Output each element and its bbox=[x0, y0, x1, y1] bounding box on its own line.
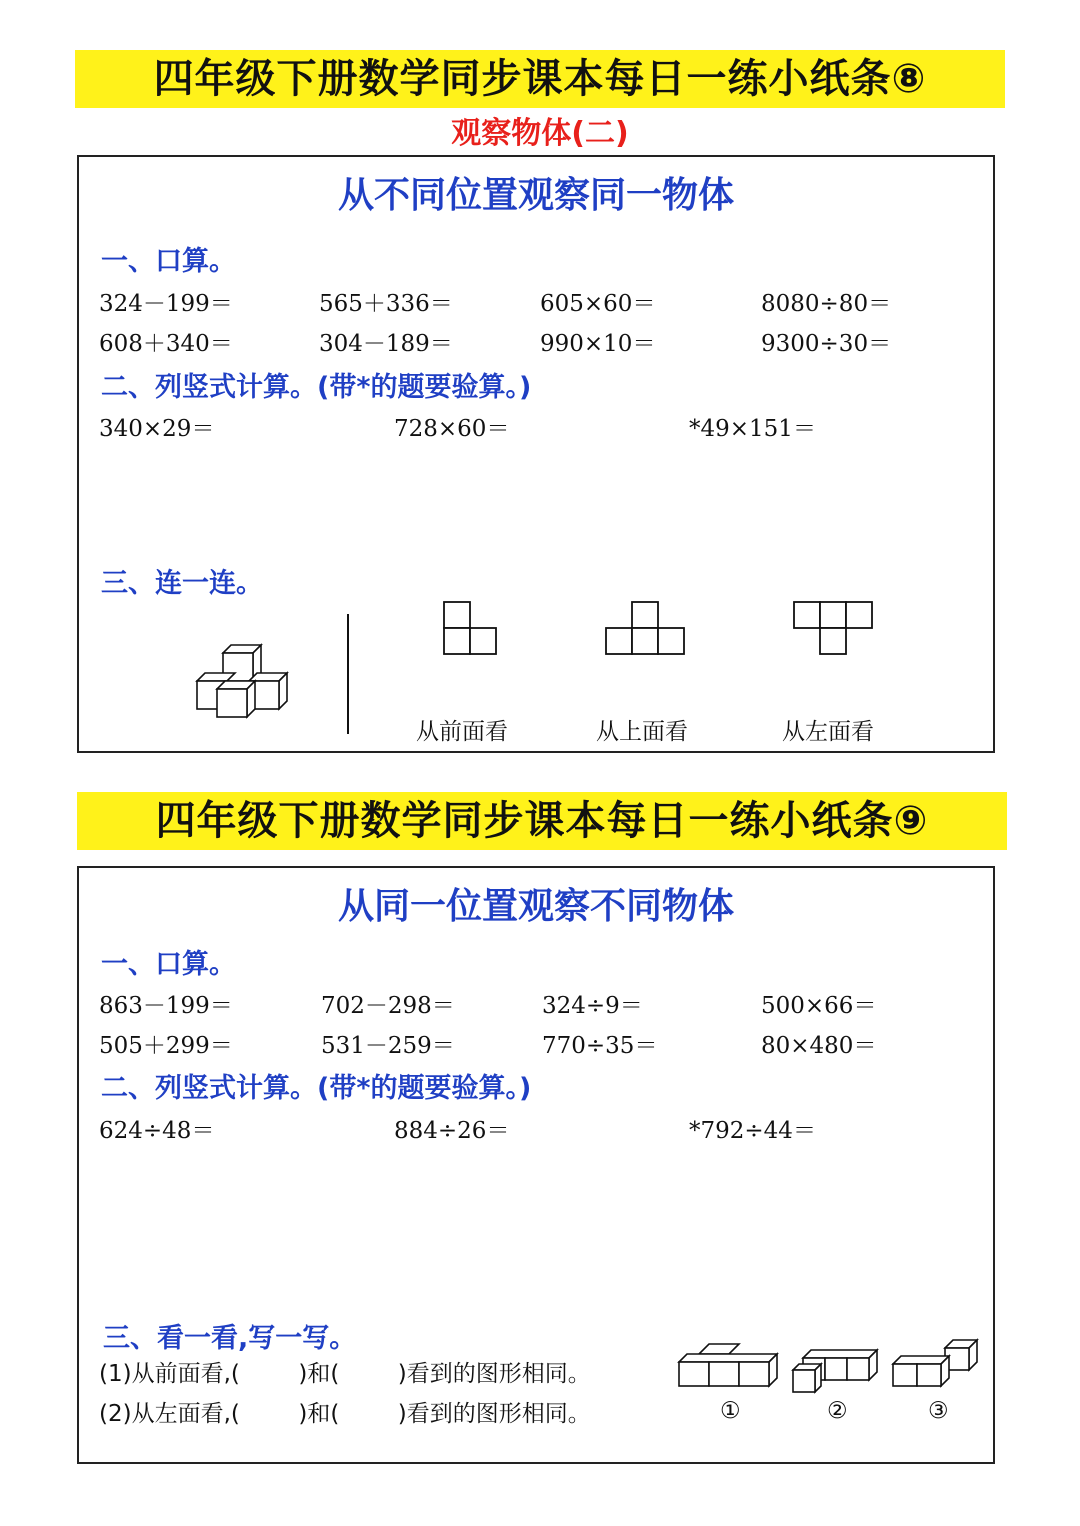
sheet8-section-vertical: 二、列竖式计算。(带*的题要验算。) bbox=[101, 372, 532, 403]
sheet8-subtitle: 观察物体(二) bbox=[451, 116, 629, 151]
sheet9-section-vertical: 二、列竖式计算。(带*的题要验算。) bbox=[101, 1073, 532, 1104]
figure-label-1: ① bbox=[720, 1398, 741, 1424]
sheet8-card bbox=[77, 155, 995, 753]
oral-item: 608＋340＝ bbox=[99, 331, 233, 357]
vertical-item: 624÷48＝ bbox=[99, 1118, 215, 1144]
sheet9-banner: 四年级下册数学同步课本每日一练小纸条⑨ bbox=[77, 792, 1007, 850]
oral-item: 863－199＝ bbox=[99, 993, 233, 1019]
sheet9-card bbox=[77, 866, 995, 1464]
question-2: (2)从左面看,( )和( )看到的图形相同。 bbox=[99, 1401, 591, 1427]
oral-item: 500×66＝ bbox=[761, 993, 877, 1019]
question-1: (1)从前面看,( )和( )看到的图形相同。 bbox=[99, 1361, 591, 1387]
view-label-front: 从前面看 bbox=[416, 719, 508, 745]
oral-item: 505＋299＝ bbox=[99, 1033, 233, 1059]
vertical-item: 728×60＝ bbox=[394, 416, 510, 442]
divider-line bbox=[345, 612, 351, 737]
sheet9-title: 从同一位置观察不同物体 bbox=[337, 886, 734, 927]
oral-item: 324－199＝ bbox=[99, 291, 233, 317]
figure-label-2: ② bbox=[827, 1398, 848, 1424]
view-label-left: 从左面看 bbox=[782, 719, 874, 745]
oral-item: 990×10＝ bbox=[540, 331, 656, 357]
figure-label-3: ③ bbox=[928, 1398, 949, 1424]
sheet8-section-oral: 一、口算。 bbox=[101, 246, 236, 277]
vertical-item: *792÷44＝ bbox=[689, 1118, 816, 1144]
oral-item: 9300÷30＝ bbox=[761, 331, 892, 357]
vertical-item: 884÷26＝ bbox=[394, 1118, 510, 1144]
oral-item: 531－259＝ bbox=[321, 1033, 455, 1059]
sheet8-banner: 四年级下册数学同步课本每日一练小纸条⑧ bbox=[75, 50, 1005, 108]
sheet9-section-observe: 三、看一看,写一写。 bbox=[103, 1323, 357, 1354]
view-shape-2 bbox=[604, 600, 686, 656]
sheet9-section-oral: 一、口算。 bbox=[101, 949, 236, 980]
solid-figure-3 bbox=[891, 1336, 983, 1396]
view-shape-3 bbox=[792, 600, 874, 656]
solid-figure-1 bbox=[677, 1336, 779, 1396]
oral-item: 304－189＝ bbox=[319, 331, 453, 357]
solid-figure-2 bbox=[791, 1346, 879, 1396]
view-shape-1 bbox=[442, 600, 498, 656]
sheet8-title: 从不同位置观察同一物体 bbox=[337, 175, 734, 216]
cube-solid-figure bbox=[189, 637, 289, 727]
view-label-top: 从上面看 bbox=[596, 719, 688, 745]
oral-item: 324÷9＝ bbox=[542, 993, 643, 1019]
sheet8-section-match: 三、连一连。 bbox=[101, 568, 263, 599]
oral-item: 770÷35＝ bbox=[542, 1033, 658, 1059]
oral-item: 605×60＝ bbox=[540, 291, 656, 317]
vertical-item: *49×151＝ bbox=[689, 416, 816, 442]
oral-item: 80×480＝ bbox=[761, 1033, 877, 1059]
oral-item: 702－298＝ bbox=[321, 993, 455, 1019]
oral-item: 8080÷80＝ bbox=[761, 291, 892, 317]
oral-item: 565＋336＝ bbox=[319, 291, 453, 317]
vertical-item: 340×29＝ bbox=[99, 416, 215, 442]
